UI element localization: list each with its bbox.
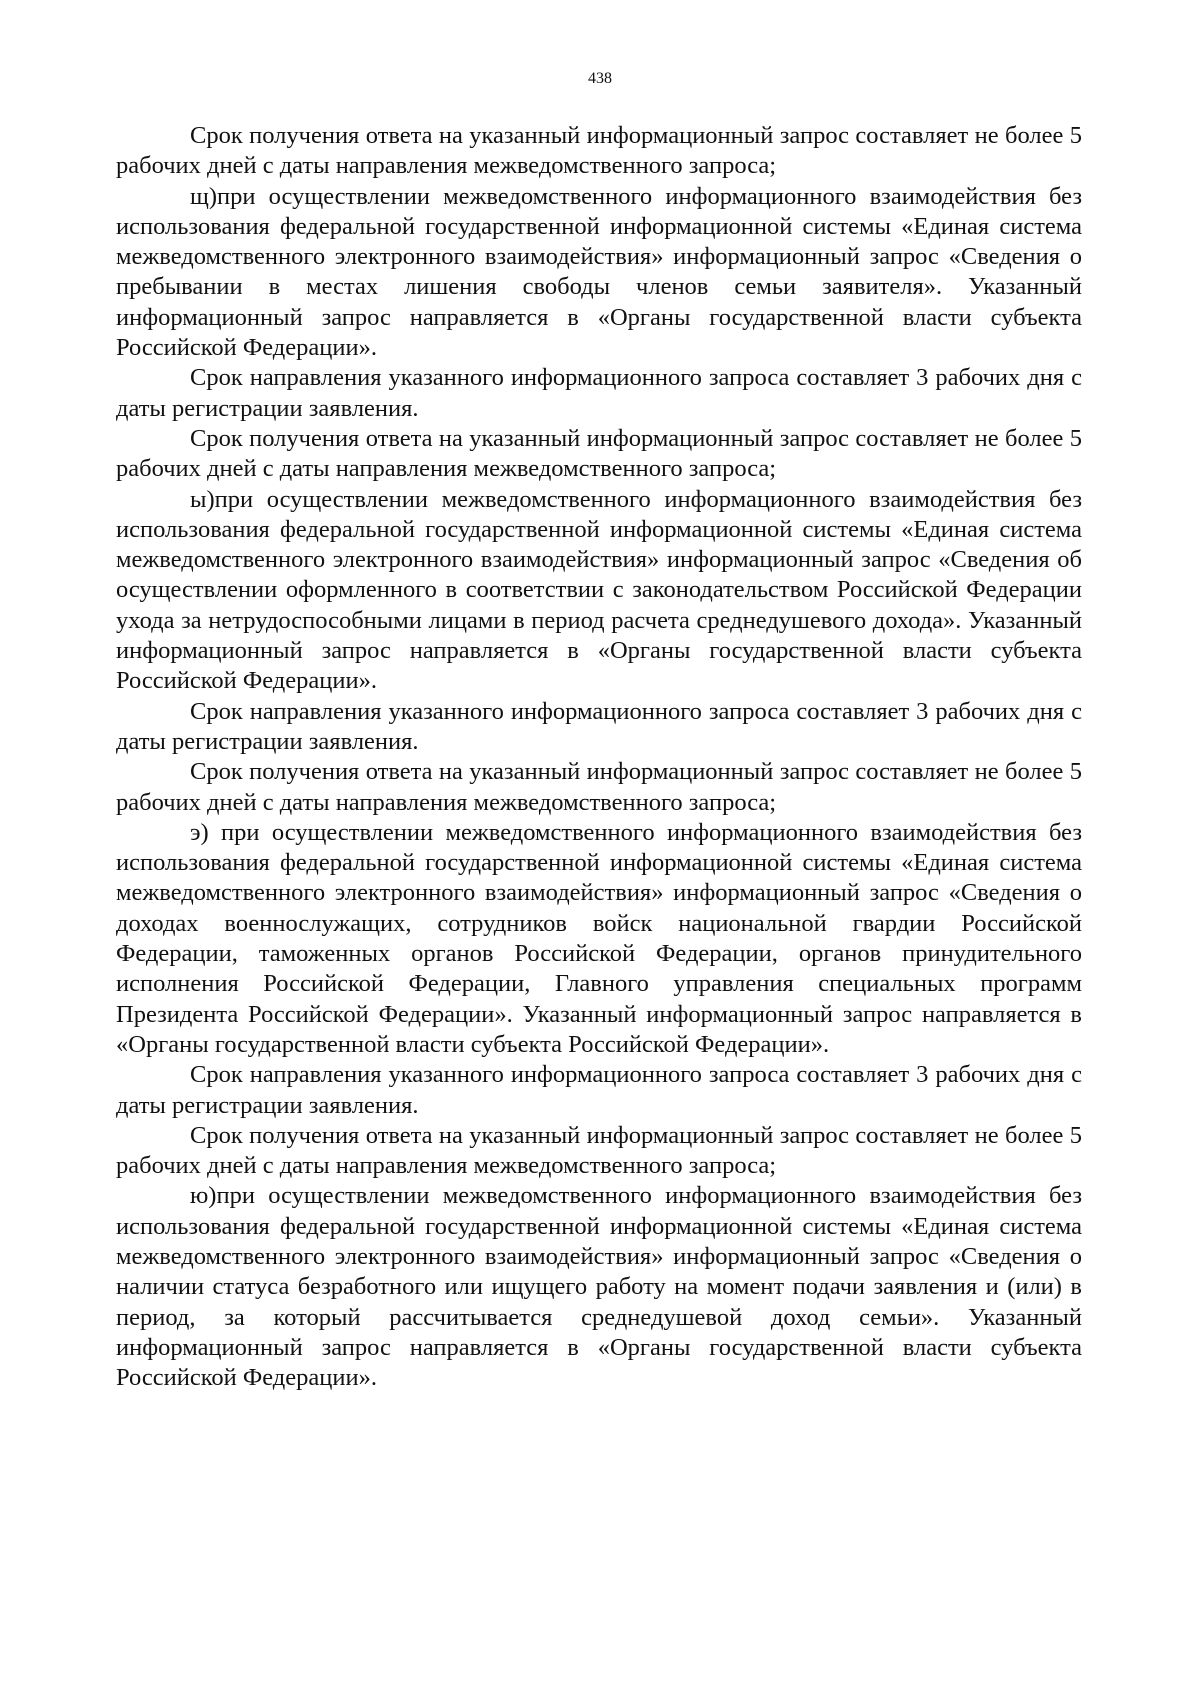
paragraph: щ)при осуществлении межведомственного информационного взаимодействия без использования федеральной государственной информационной системы «Единая система межведомственного электронного взаимодействия» информационный запрос «Сведения о пребывании в местах лишения свободы членов семьи заявителя». Указанный информационный запрос направляется в «Органы государственной власти субъекта Российской Федерации». (116, 182, 1082, 362)
paragraph: Срок получения ответа на указанный информационный запрос составляет не более 5 рабочих дней с даты направления межведомственного запроса; (116, 424, 1082, 483)
paragraph: Срок получения ответа на указанный информационный запрос составляет не более 5 рабочих дней с даты направления межведомственного запроса; (116, 758, 1082, 816)
paragraph: Срок получения ответа на указанный информационный запрос составляет не более 5 рабочих дней с даты направления межведомственного запроса; (116, 122, 1082, 180)
paragraph: ю)при осуществлении межведомственного информационного взаимодействия без использования федеральной государственной информационной системы «Единая система межведомственного электронного взаимодействия» информационный запрос «Сведения о наличии статуса безработного или ищущего работу на момент подачи заявления и (или) в период, за который рассчитывается среднедушевой доход семьи». Указанный информационный запрос направляется в «Органы государственной власти субъекта Российской Федерации». (116, 1182, 1082, 1392)
paragraph: Срок направления указанного информационного запроса составляет 3 рабочих дня с даты регистрации заявления. (116, 697, 1082, 755)
paragraph: Срок получения ответа на указанный информационный запрос составляет не более 5 рабочих дней с даты направления межведомственного запроса; (116, 1121, 1082, 1180)
document-body (116, 121, 1082, 1393)
paragraph: ы)при осуществлении межведомственного информационного взаимодействия без использования федеральной государственной информационной системы «Единая система межведомственного электронного взаимодействия» информационный запрос «Сведения об осуществлении оформленного в соответствии с законодательством Российской Федерации ухода за нетрудоспособными лицами в период расчета среднедушевого дохода». Указанный информационный запрос направляется в «Органы государственной власти субъекта Российской Федерации». (116, 485, 1082, 695)
paragraph: э) при осуществлении межведомственного информационного взаимодействия без использования федеральной государственной информационной системы «Единая система межведомственного электронного взаимодействия» информационный запрос «Сведения о доходах военнослужащих, сотрудников войск национальной гвардии Российской Федерации, таможенных органов Российской Федерации, органов принудительного исполнения Российской Федерации, Главного управления специальных программ Президента Российской Федерации». Указанный информационный запрос направляется в «Органы государственной власти субъекта Российской Федерации». (116, 818, 1082, 1058)
paragraph: Срок направления указанного информационного запроса составляет 3 рабочих дня с даты регистрации заявления. (116, 1061, 1082, 1119)
page-number: 438 (588, 70, 612, 87)
paragraph: Срок направления указанного информационного запроса составляет 3 рабочих дня с даты регистрации заявления. (116, 364, 1082, 422)
